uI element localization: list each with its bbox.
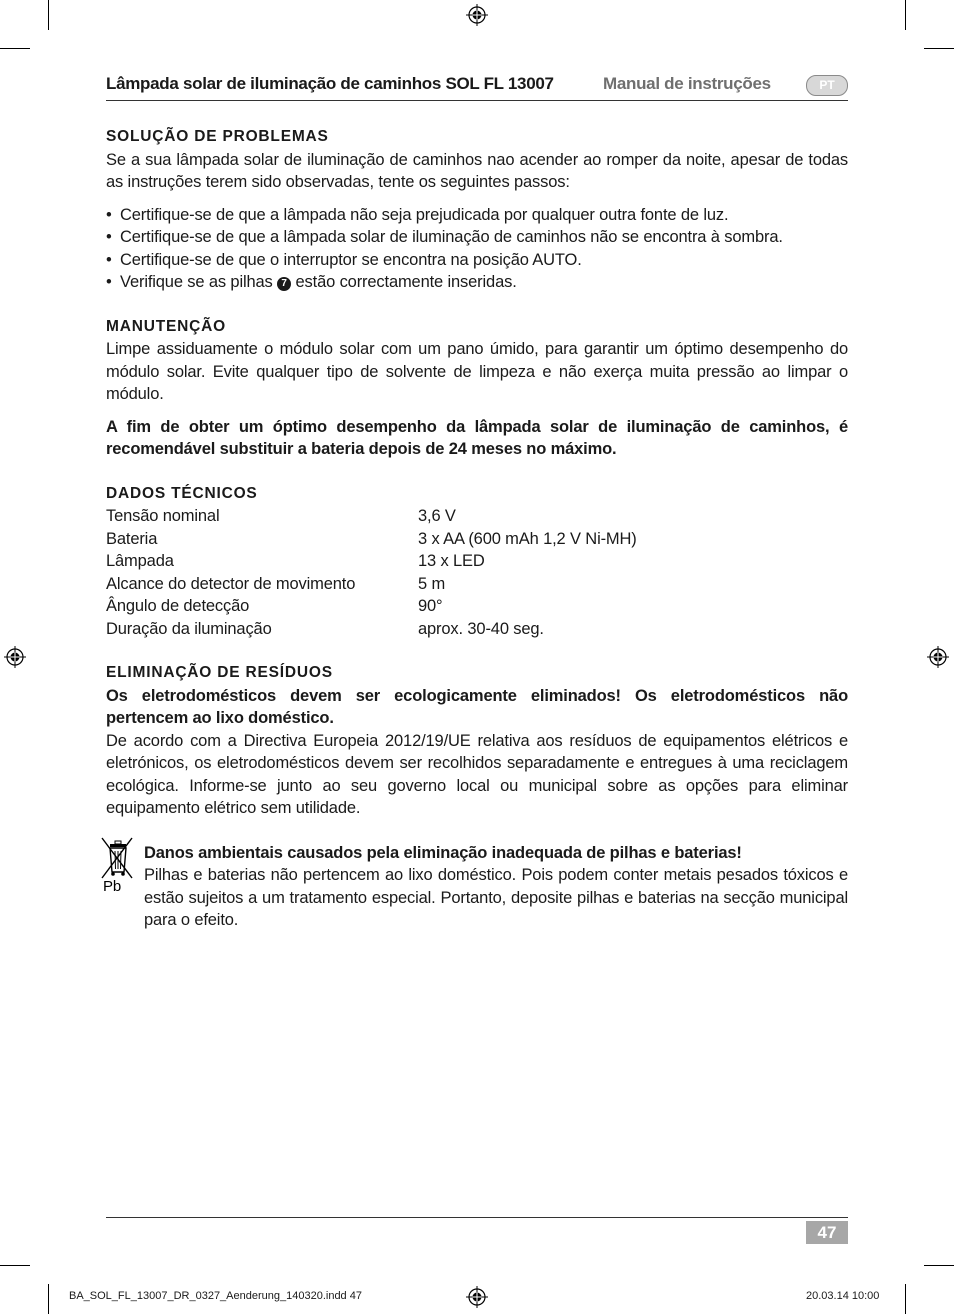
manual-label: Manual de instruções	[603, 74, 771, 93]
table-row	[106, 505, 637, 528]
table-row	[106, 550, 637, 573]
list-item-text: Verifique se as pilhas	[120, 273, 273, 291]
list-item: • Certifique-se de que a lâmpada solar de iluminação de caminhos não se encontra à sombra.	[106, 226, 848, 249]
list-item: • Certifique-se de que a lâmpada não seja prejudicada por qualquer outra fonte de luz.	[106, 204, 848, 227]
paragraph: Limpe assiduamente o módulo solar com um pano úmido, para garantir um óptimo desempenho do módulo solar. Evite qualquer tipo de solvente de limpeza e não exerça muita pressão ao limpar o módulo.	[106, 340, 848, 403]
spec-value: 90°	[418, 597, 443, 615]
bullet-list	[106, 204, 848, 294]
section-heading: MANUTENÇÃO	[106, 317, 226, 335]
crop-mark	[924, 48, 954, 49]
battery-disposal-note	[103, 842, 848, 932]
page-header	[106, 72, 848, 101]
section-heading: ELIMINAÇÃO DE RESÍDUOS	[106, 664, 333, 681]
spec-label: Lâmpada	[106, 552, 174, 570]
page-number: 47	[806, 1221, 848, 1244]
spec-label: Alcance do detector de movimento	[106, 574, 356, 593]
disposal-section	[103, 662, 848, 932]
crop-mark	[905, 1284, 906, 1314]
file-slug: BA_SOL_FL_13007_DR_0327_Aenderung_140320.indd 47	[69, 1290, 362, 1302]
maintenance-section	[106, 316, 848, 461]
list-item	[106, 271, 848, 294]
spec-value: 5 m	[418, 574, 446, 593]
crop-mark	[905, 0, 906, 30]
battery-heading: Danos ambientais causados pela eliminação inadequada de pilhas e baterias!	[144, 843, 742, 862]
registration-mark-icon	[466, 1286, 488, 1308]
spec-value: 3,6 V	[418, 507, 456, 525]
table-row	[106, 573, 637, 596]
spec-label: Tensão nominal	[106, 507, 220, 525]
spec-value: 3 x AA (600 mAh 1,2 V Ni-MH)	[418, 529, 637, 548]
spec-value: aprox. 30-40 seg.	[418, 619, 544, 638]
spec-value: 13 x LED	[418, 552, 485, 570]
paragraph: Pilhas e baterias não pertencem ao lixo doméstico. Pois podem conter metais pesados tóxicos e estão sujeitos a um tratamento especial. Portanto, deposite pilhas e baterias na secção municipal para o efeito.	[144, 866, 848, 929]
technical-data-table	[106, 505, 637, 640]
list-item-text: estão correctamente inseridas.	[295, 273, 517, 291]
registration-mark-icon	[466, 4, 488, 26]
paragraph: De acordo com a Directiva Europeia 2012/19/UE relativa aos resíduos de equipamentos elétricos e eletrónicos, os eletrodomésticos devem ser recolhidos separadamente e entregues à uma reciclagem ecológica. Informe-se junto ao seu governo local ou municipal sobre as opções para eliminar equipamento elétrico sem utilidade.	[106, 731, 848, 817]
crossed-out-bin-icon	[98, 836, 136, 894]
list-item: • Certifique-se de que o interruptor se encontra na posição AUTO.	[106, 249, 848, 272]
registration-mark-icon	[927, 646, 949, 668]
spec-label: Bateria	[106, 529, 158, 548]
pb-label: Pb	[103, 877, 122, 894]
registration-mark-icon	[4, 646, 26, 668]
spec-label: Ângulo de detecção	[106, 597, 250, 615]
paragraph: Se a sua lâmpada solar de iluminação de caminhos nao acender ao romper da noite, apesar de todas as instruções terem sido observadas, tente os seguintes passos:	[106, 150, 848, 191]
language-badge: PT	[806, 75, 848, 96]
bold-paragraph: Os eletrodomésticos devem ser ecologicamente eliminados! Os eletrodomésticos não pertencem ao lixo doméstico.	[106, 686, 848, 727]
table-row	[106, 595, 637, 618]
bold-paragraph: A fim de obter um óptimo desempenho da lâmpada solar de iluminação de caminhos, é recomendável substituir a bateria depois de 24 meses no máximo.	[106, 417, 848, 458]
section-heading: DADOS TÉCNICOS	[106, 484, 258, 502]
page-content	[103, 126, 848, 932]
footer-rule	[106, 1217, 848, 1218]
crop-mark	[924, 1265, 954, 1266]
document-title: Lâmpada solar de iluminação de caminhos SOL FL 13007	[106, 74, 554, 93]
crop-mark	[48, 0, 49, 30]
print-date: 20.03.14 10:00	[806, 1290, 880, 1302]
crop-mark	[0, 1265, 30, 1266]
technical-data-section	[106, 483, 848, 641]
crop-mark	[0, 48, 30, 49]
reference-number-icon: 7	[277, 277, 291, 291]
table-row	[106, 528, 637, 551]
crop-mark	[48, 1284, 49, 1314]
section-heading: SOLUÇÃO DE PROBLEMAS	[106, 128, 329, 145]
table-row	[106, 618, 637, 641]
troubleshooting-section	[106, 126, 848, 294]
spec-label: Duração da iluminação	[106, 619, 272, 638]
